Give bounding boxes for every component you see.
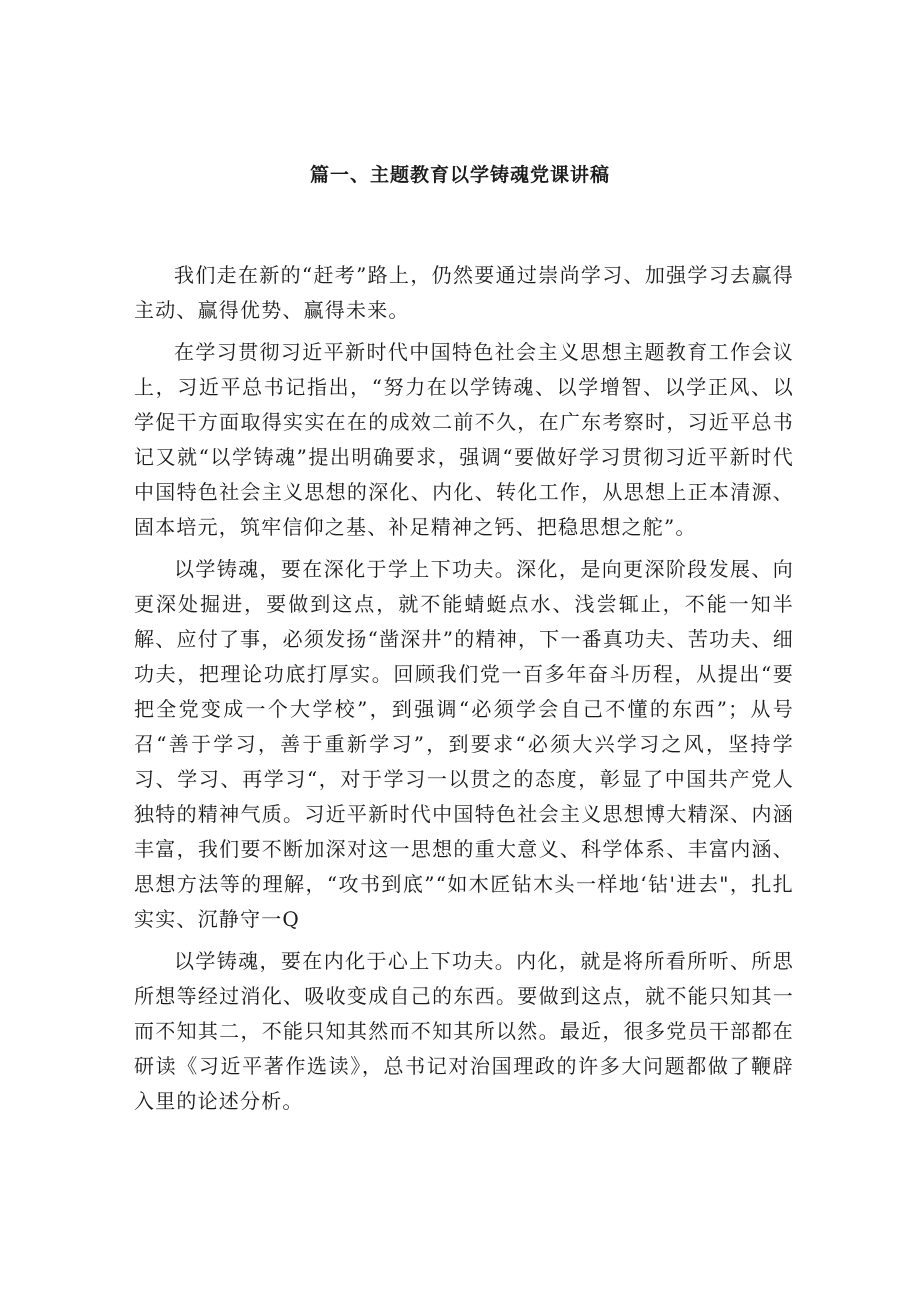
document-body [134,258,794,1126]
paragraph: 我们走在新的“赶考”路上，仍然要通过崇尚学习、加强学习去赢得主动、赢得优势、赢得未来。 [134,263,794,322]
paragraph: 以学铸魂，要在内化于心上下功夫。内化，就是将所看所听、所思所想等经过消化、吸收变成自己的东西。要做到这点，就不能只知其一而不知其二，不能只知其然而不知其所以然。最近，很多党员干部都在研读《习近平著作选读》，总书记对治国理政的许多大问题都做了鞭辟入里的论述分析。 [134,949,794,1113]
document-title: 篇一、主题教育以学铸魂党课讲稿 [309,164,610,186]
paragraph: 在学习贯彻习近平新时代中国特色社会主义思想主题教育工作会议上，习近平总书记指出，“努力在以学铸魂、以学增智、以学正风、以学促干方面取得实实在在的成效二前不久，在广东考察时，习近平总书记又就“以学铸魂”提出明确要求，强调“要做好学习贯彻习近平新时代中国特色社会主义思想的深化、内化、转化工作，从思想上正本清源、固本培元，筑牢信仰之基、补足精神之钙、把稳思想之舵”。 [134,340,794,539]
paragraph: 以学铸魂，要在深化于学上下功夫。深化，是向更深阶段发展、向更深处掘进，要做到这点，就不能蜻蜓点水、浅尝辄止，不能一知半解、应付了事，必须发扬“凿深井”的精神，下一番真功夫、苦功夫、细功夫，把理论功底打厚实。回顾我们党一百多年奋斗历程，从提出“要把全党变成一个大学校”，到强调“必须学会自己不懂的东西”；从号召“善于学习，善于重新学习”，到要求“必须大兴学习之风，坚持学习、学习、再学习“，对于学习一以贯之的态度，彰显了中国共产党人独特的精神气质。习近平新时代中国特色社会主义思想博大精深、内涵丰富，我们要不断加深对这一思想的重大意义、科学体系、丰富内涵、思想方法等的理解，“攻书到底”“如木匠钻木头一样地‘钻'进去"，扎扎实实、沉静守一Q [134,557,794,931]
